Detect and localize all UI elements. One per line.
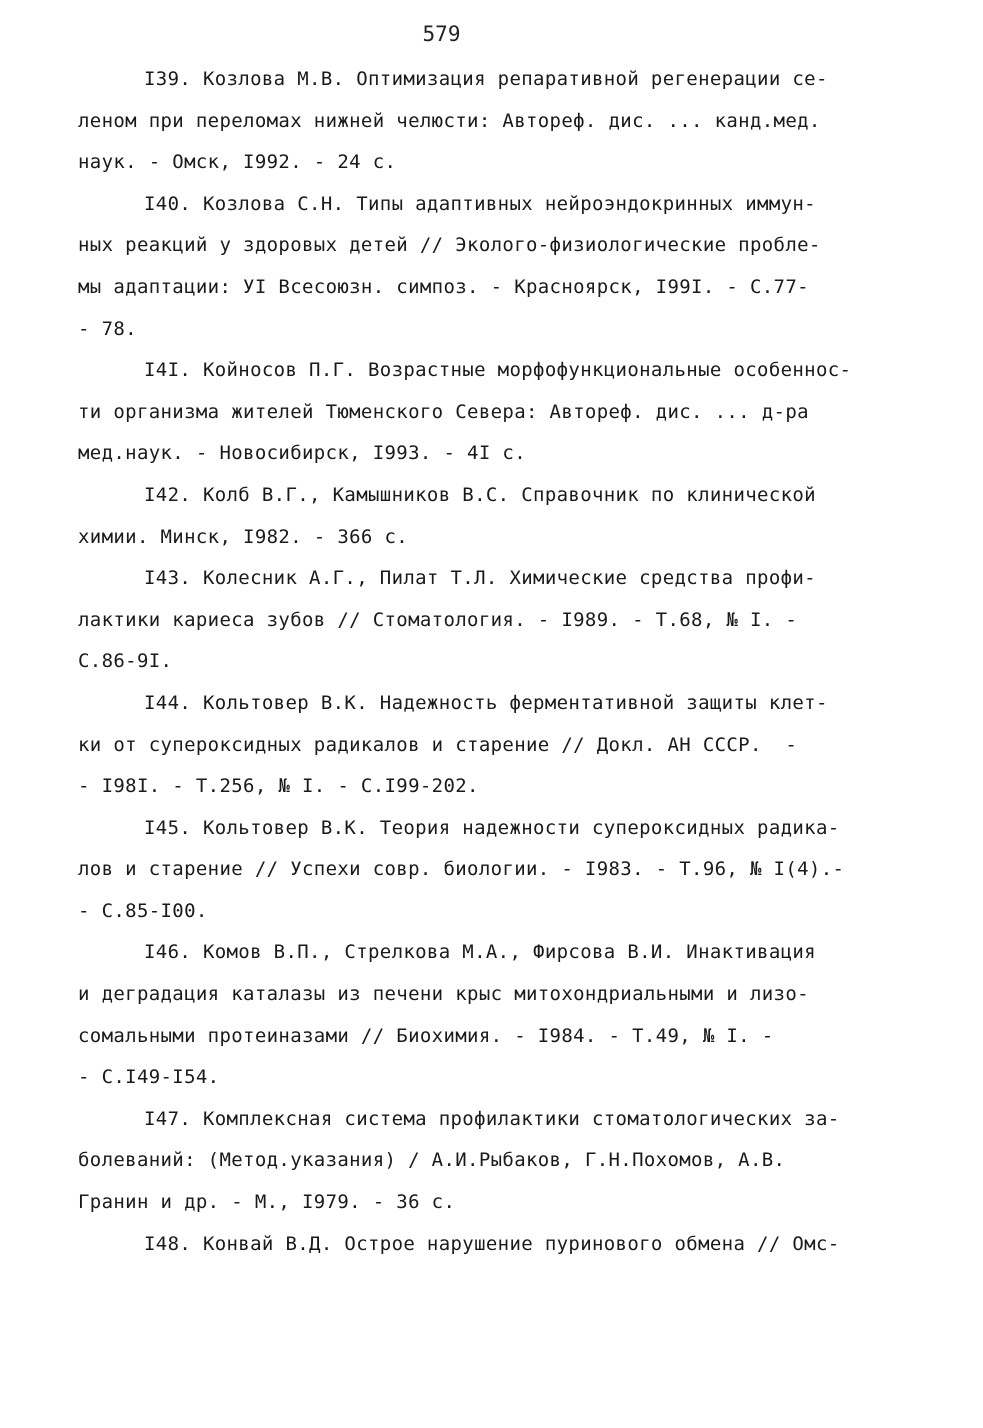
entry-line: Гранин и др. - М., I979. - 36 с.	[78, 1191, 456, 1214]
bibliography-entry-145	[0, 808, 983, 933]
entry-line: С.86-9I.	[78, 650, 173, 673]
entry-line: и деградация каталазы из печени крыс митохондриальными и лизо-	[78, 983, 809, 1006]
bibliography-entry-140	[0, 184, 983, 350]
entry-line: I43. Колесник А.Г., Пилат Т.Л. Химические средства профи-	[144, 567, 816, 590]
entry-line: I39. Козлова М.В. Оптимизация репаративной регенерации се-	[144, 68, 828, 90]
entry-line: сомальными протеиназами // Биохимия. - I984. - Т.49, № I. -	[78, 1024, 774, 1047]
entry-line: - 78.	[78, 317, 137, 340]
bibliography-entry-139	[0, 59, 983, 184]
entry-line: леном при переломах нижней челюсти: Автореф. дис. ... канд.мед.	[78, 109, 821, 132]
entry-line: мы адаптации: УI Всесоюзн. симпоз. - Красноярск, I99I. - С.77-	[78, 275, 809, 298]
entry-line: I40. Козлова С.Н. Типы адаптивных нейроэндокринных иммун-	[144, 192, 816, 215]
entry-line: лактики кариеса зубов // Стоматология. - I989. - Т.68, № I. -	[78, 608, 798, 631]
bibliography-entry-147	[0, 1099, 983, 1224]
entry-line: - С.I49-I54.	[78, 1066, 220, 1089]
entry-line: I47. Комплексная система профилактики стоматологических за-	[144, 1107, 840, 1130]
bibliography-entry-148	[0, 1224, 983, 1266]
entry-line: I42. Колб В.Г., Камышников В.С. Справочник по клинической	[144, 483, 816, 506]
bibliography-list	[0, 59, 983, 1265]
entry-line: I44. Кольтовер В.К. Надежность ферментативной защиты клет-	[144, 691, 828, 714]
bibliography-entry-142	[0, 475, 983, 558]
entry-line: - I98I. - Т.256, № I. - С.I99-202.	[78, 775, 479, 798]
entry-line: I48. Конвай В.Д. Острое нарушение пуринового обмена // Омс-	[144, 1232, 840, 1255]
bibliography-entry-141	[0, 350, 983, 475]
entry-line: - С.85-I00.	[78, 899, 208, 922]
entry-line: ти организма жителей Тюменского Севера: Автореф. дис. ... д-ра	[78, 400, 809, 423]
entry-line: мед.наук. - Новосибирск, I993. - 4I с.	[78, 442, 526, 465]
bibliography-entry-146	[0, 932, 983, 1098]
bibliography-entry-143	[0, 558, 983, 683]
entry-line: наук. - Омск, I992. - 24 с.	[78, 151, 397, 174]
entry-line: I45. Кольтовер В.К. Теория надежности супероксидных радика-	[144, 816, 840, 839]
entry-line: I4I. Койносов П.Г. Возрастные морфофункциональные особеннос-	[144, 359, 852, 382]
bibliography-entry-144	[0, 683, 983, 808]
entry-line: ки от супероксидных радикалов и старение // Докл. АН СССР. -	[78, 733, 798, 756]
entry-line: I46. Комов В.П., Стрелкова М.А., Фирсова В.И. Инактивация	[144, 941, 816, 964]
entry-line: болеваний: (Метод.указания) / А.И.Рыбаков, Г.Н.Похомов, А.В.	[78, 1149, 786, 1172]
entry-line: ных реакций у здоровых детей // Эколого-физиологические пробле-	[78, 234, 821, 257]
page-number: 579	[422, 22, 461, 46]
entry-line: химии. Минск, I982. - 366 с.	[78, 525, 409, 548]
entry-line: лов и старение // Успехи совр. биологии. - I983. - Т.96, № I(4).-	[78, 858, 845, 881]
